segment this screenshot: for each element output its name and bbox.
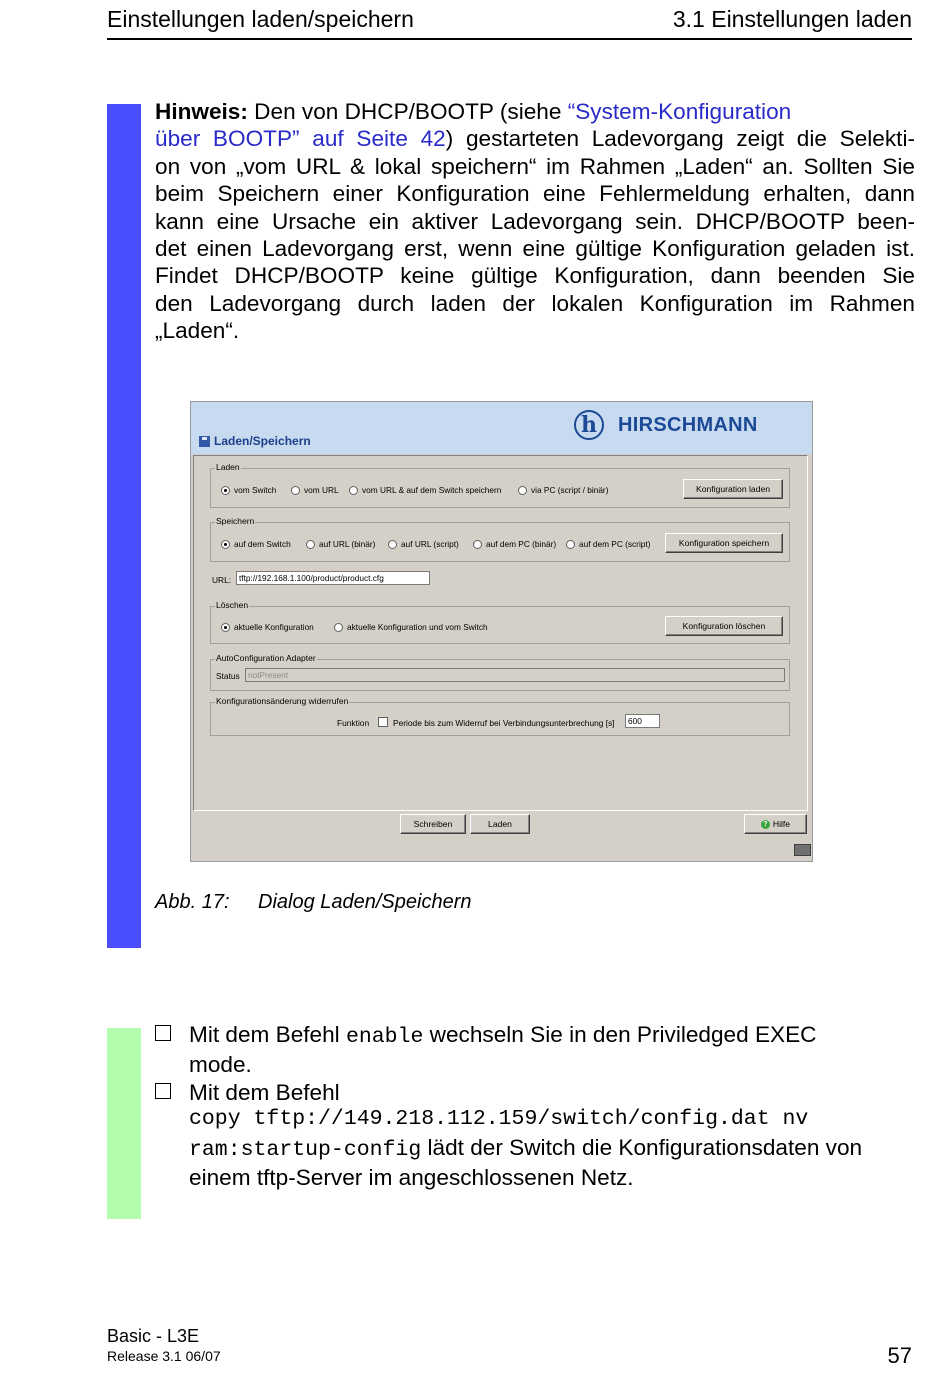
footer-product: Basic - L3E xyxy=(107,1326,200,1346)
step-checkbox-icon xyxy=(155,1083,171,1099)
floppy-disk-icon xyxy=(199,436,210,447)
step-checkbox-icon xyxy=(155,1025,171,1041)
instruction-step: Mit dem Befehl enable wechseln Sie in den Priviledged EXEC mode. xyxy=(155,1021,915,1079)
page-number: 57 xyxy=(887,1343,912,1368)
laden-button[interactable]: Laden xyxy=(470,814,530,834)
radio-speichern-pc-binaer[interactable]: auf dem PC (binär) xyxy=(473,539,556,549)
dialog-header xyxy=(191,402,812,454)
instruction-step: Mit dem Befehl copy tftp://149.218.112.159/switch/config.dat nv ram:startup-config lädt der Switch die Konfigurationsdaten von einem tftp-Server im angeschlossenen Netz. xyxy=(155,1079,915,1192)
radio-speichern-pc-script[interactable]: auf dem PC (script) xyxy=(566,539,650,549)
periode-label: Periode bis zum Widerruf bei Verbindungsunterbrechung [s] xyxy=(393,718,615,728)
radio-speichern-url-script[interactable]: auf URL (script) xyxy=(388,539,459,549)
radio-laden-url-speichern[interactable]: vom URL & auf dem Switch speichern xyxy=(349,485,501,495)
group-speichern-label: Speichern xyxy=(216,516,255,526)
hirschmann-logo xyxy=(574,410,758,440)
header-section-title: 3.1 Einstellungen laden xyxy=(672,6,912,32)
note-label: Hinweis: xyxy=(155,99,248,124)
note-line: beim Speichern einer Konfiguration eine Fehlermeldung erhalten, dann xyxy=(155,181,915,207)
url-label: URL: xyxy=(212,575,232,585)
command-enable: enable xyxy=(345,1025,424,1049)
periode-input[interactable]: 600 xyxy=(625,714,660,728)
connection-status-icon xyxy=(794,844,811,856)
figure-number: Abb. 17: xyxy=(155,891,230,913)
funktion-label: Funktion xyxy=(337,718,370,728)
note-line: Hinweis: Den von DHCP/BOOTP (siehe “System-Konfiguration xyxy=(155,99,792,124)
funktion-checkbox[interactable] xyxy=(378,717,388,727)
konfiguration-loeschen-button[interactable]: Konfiguration löschen xyxy=(665,616,783,636)
figure-title: Dialog Laden/Speichern xyxy=(258,891,472,913)
note-line: den Ladevorgang durch laden der lokalen Konfiguration im Rahmen xyxy=(155,290,915,316)
group-loeschen-label: Löschen xyxy=(216,600,249,610)
hirschmann-emblem-icon: h xyxy=(574,410,604,440)
note-line: on von „vom URL & lokal speichern“ im Rahmen „Laden“ an. Sollten Sie xyxy=(155,153,915,179)
schreiben-button[interactable]: Schreiben xyxy=(400,814,466,834)
hilfe-button[interactable]: ? Hilfe xyxy=(744,814,807,834)
note-margin-bar xyxy=(107,104,141,948)
group-speichern xyxy=(210,516,790,562)
group-loeschen xyxy=(210,600,790,644)
dialog-content xyxy=(193,455,808,811)
radio-loeschen-aktuell-switch[interactable]: aktuelle Konfiguration und vom Switch xyxy=(334,622,488,632)
help-icon: ? xyxy=(761,820,770,829)
group-laden-label: Laden xyxy=(216,462,240,472)
command-copy: copy tftp://149.218.112.159/switch/config.dat nv xyxy=(189,1107,809,1132)
figure-caption xyxy=(155,891,472,914)
cross-reference-link[interactable]: “System-Konfiguration xyxy=(567,99,792,124)
step-margin-bar xyxy=(107,1028,141,1219)
cross-reference-link[interactable]: über BOOTP” auf Seite 42 xyxy=(155,126,446,152)
konfiguration-laden-button[interactable]: Konfiguration laden xyxy=(683,479,783,499)
brand-name: HIRSCHMANN xyxy=(618,413,758,436)
command-copy-cont: ram:startup-config xyxy=(189,1137,422,1162)
status-label: Status xyxy=(216,671,240,681)
note-line: Findet DHCP/BOOTP keine gültige Konfiguration, dann beenden Sie xyxy=(155,263,915,289)
radio-laden-vom-url[interactable]: vom URL xyxy=(291,485,339,495)
group-widerruf xyxy=(210,696,790,736)
radio-speichern-url-binaer[interactable]: auf URL (binär) xyxy=(306,539,375,549)
radio-laden-vom-switch[interactable]: vom Switch xyxy=(221,485,276,495)
group-autoconfig xyxy=(210,653,790,691)
header-chapter-title: Einstellungen laden/speichern xyxy=(107,6,414,32)
dialog-footer xyxy=(191,812,812,861)
note-line: über BOOTP” auf Seite 42) gestarteten Ladevorgang zeigt die Selekti- xyxy=(155,126,915,152)
note-line: kann eine Ursache ein aktiver Ladevorgang sein. DHCP/BOOTP been- xyxy=(155,208,915,234)
radio-laden-via-pc[interactable]: via PC (script / binär) xyxy=(518,485,608,495)
radio-loeschen-aktuell[interactable]: aktuelle Konfiguration xyxy=(221,622,314,632)
note-paragraph xyxy=(155,98,915,345)
note-line: „Laden“. xyxy=(155,318,240,344)
group-laden xyxy=(210,462,790,508)
dialog-title: Laden/Speichern xyxy=(199,434,311,448)
radio-speichern-switch[interactable]: auf dem Switch xyxy=(221,539,291,549)
status-field: notPresent xyxy=(245,668,785,682)
note-line: det einen Ladevorgang erst, wenn eine gültige Konfiguration geladen ist. xyxy=(155,236,915,262)
dialog-screenshot xyxy=(190,401,813,862)
konfiguration-speichern-button[interactable]: Konfiguration speichern xyxy=(665,533,783,553)
instruction-steps xyxy=(155,1021,915,1191)
footer-release: Release 3.1 06/07 xyxy=(107,1348,221,1364)
header-rule xyxy=(107,38,912,40)
group-widerruf-label: Konfigurationsänderung widerrufen xyxy=(216,696,349,706)
group-autoconfig-label: AutoConfiguration Adapter xyxy=(216,653,316,663)
url-input[interactable]: tftp://192.168.1.100/product/product.cfg xyxy=(236,571,430,585)
